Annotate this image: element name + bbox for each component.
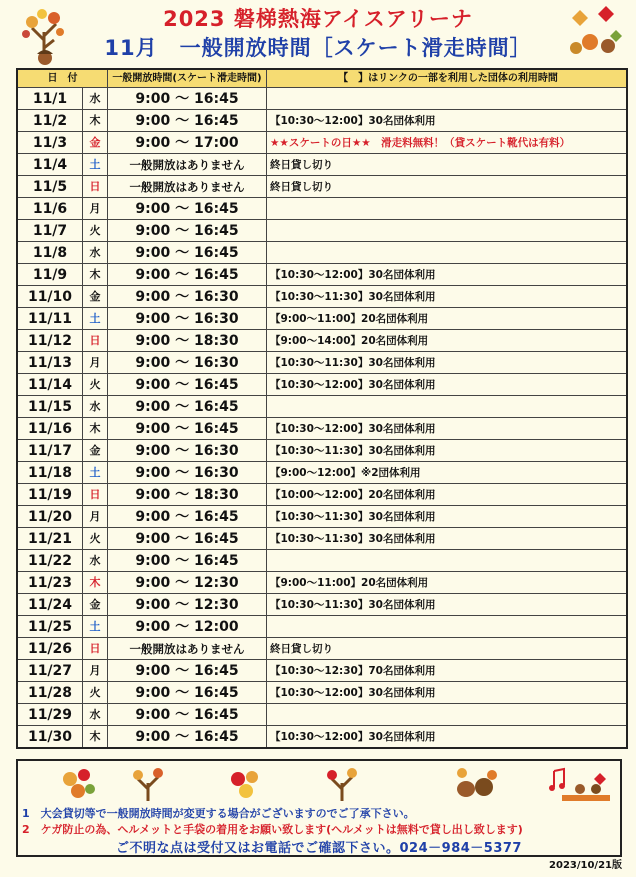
- table-row: [17, 198, 627, 220]
- row-group-note: [267, 550, 628, 572]
- row-day-of-week: 金: [83, 440, 108, 462]
- row-group-note: [267, 88, 628, 110]
- table-row: [17, 352, 627, 374]
- row-day-of-week: 月: [83, 506, 108, 528]
- row-date: 11/1: [17, 88, 83, 110]
- row-open-hours: 9:00 ～ 16:45: [108, 396, 267, 418]
- row-day-of-week: 日: [83, 330, 108, 352]
- notice-helmet-gloves: 2 ケガ防止の為、ヘルメットと手袋の着用をお願い致します(ヘルメットは無料で貸し出し致します): [22, 823, 523, 836]
- row-date: 11/22: [17, 550, 83, 572]
- row-date: 11/25: [17, 616, 83, 638]
- row-day-of-week: 土: [83, 462, 108, 484]
- row-day-of-week: 木: [83, 418, 108, 440]
- row-open-hours: 9:00 ～ 16:45: [108, 110, 267, 132]
- table-row: [17, 638, 627, 660]
- version-date: 2023/10/21版: [549, 860, 622, 871]
- row-date: 11/21: [17, 528, 83, 550]
- row-date: 11/12: [17, 330, 83, 352]
- row-date: 11/13: [17, 352, 83, 374]
- row-group-note: 【10:30～11:30】30名団体利用: [267, 440, 628, 462]
- row-group-note: 【10:30～11:30】30名団体利用: [267, 594, 628, 616]
- table-row: [17, 550, 627, 572]
- row-group-note: [267, 616, 628, 638]
- table-row: [17, 220, 627, 242]
- row-date: 11/5: [17, 176, 83, 198]
- row-date: 11/6: [17, 198, 83, 220]
- row-group-note: 【10:00～12:00】20名団体利用: [267, 484, 628, 506]
- row-date: 11/10: [17, 286, 83, 308]
- row-group-note: 【9:00～11:00】20名団体利用: [267, 308, 628, 330]
- row-day-of-week: 金: [83, 132, 108, 154]
- row-day-of-week: 水: [83, 550, 108, 572]
- row-group-note: 【10:30～11:30】30名団体利用: [267, 286, 628, 308]
- row-day-of-week: 日: [83, 638, 108, 660]
- row-open-hours: 9:00 ～ 16:30: [108, 286, 267, 308]
- row-date: 11/4: [17, 154, 83, 176]
- table-row: [17, 462, 627, 484]
- row-day-of-week: 日: [83, 484, 108, 506]
- autumn-leaves-icon: [224, 765, 266, 803]
- row-open-hours: 一般開放はありません: [108, 638, 267, 660]
- row-group-note: 【10:30～12:00】30名団体利用: [267, 110, 628, 132]
- row-open-hours: 一般開放はありません: [108, 176, 267, 198]
- row-group-note: 終日貸し切り: [267, 176, 628, 198]
- row-group-note: 【9:00～14:00】20名団体利用: [267, 330, 628, 352]
- autumn-leaves-icon: [58, 765, 100, 803]
- row-open-hours: 一般開放はありません: [108, 154, 267, 176]
- row-day-of-week: 火: [83, 528, 108, 550]
- table-row: [17, 264, 627, 286]
- row-date: 11/23: [17, 572, 83, 594]
- row-day-of-week: 日: [83, 176, 108, 198]
- row-day-of-week: 火: [83, 682, 108, 704]
- row-open-hours: 9:00 ～ 16:45: [108, 660, 267, 682]
- row-open-hours: 9:00 ～ 16:45: [108, 264, 267, 286]
- row-group-note: 【10:30～11:30】30名団体利用: [267, 506, 628, 528]
- row-date: 11/28: [17, 682, 83, 704]
- row-date: 11/24: [17, 594, 83, 616]
- row-group-note: 【9:00～12:00】※2団体利用: [267, 462, 628, 484]
- music-note-icon: [544, 765, 614, 805]
- time-column-header: 一般開放時間(スケート滑走時間): [108, 69, 267, 88]
- chestnut-icon: [452, 765, 502, 803]
- table-header-row: [17, 69, 627, 88]
- notice-schedule-change: 1 大会貸切等で一般開放時間が変更する場合がございますのでご了承下さい。: [22, 807, 415, 820]
- page-title: 2023 磐梯熱海アイスアリーナ: [163, 7, 473, 31]
- row-open-hours: 9:00 ～ 16:45: [108, 506, 267, 528]
- row-day-of-week: 木: [83, 572, 108, 594]
- row-open-hours: 9:00 ～ 16:45: [108, 726, 267, 749]
- table-row: [17, 396, 627, 418]
- schedule-table: [16, 68, 628, 749]
- row-day-of-week: 土: [83, 308, 108, 330]
- row-day-of-week: 木: [83, 110, 108, 132]
- row-open-hours: 9:00 ～ 12:30: [108, 572, 267, 594]
- row-day-of-week: 水: [83, 704, 108, 726]
- row-day-of-week: 月: [83, 352, 108, 374]
- row-group-note: 【10:30～11:30】30名団体利用: [267, 528, 628, 550]
- row-group-note: [267, 396, 628, 418]
- row-group-note: 【10:30～12:00】30名団体利用: [267, 264, 628, 286]
- row-group-note: [267, 198, 628, 220]
- row-day-of-week: 木: [83, 264, 108, 286]
- footer-box: [16, 759, 622, 857]
- row-date: 11/16: [17, 418, 83, 440]
- row-open-hours: 9:00 ～ 18:30: [108, 484, 267, 506]
- row-open-hours: 9:00 ～ 16:30: [108, 308, 267, 330]
- row-open-hours: 9:00 ～ 12:30: [108, 594, 267, 616]
- table-row: [17, 594, 627, 616]
- row-date: 11/20: [17, 506, 83, 528]
- autumn-tree-icon: [126, 765, 170, 803]
- row-date: 11/18: [17, 462, 83, 484]
- row-group-note: 【10:30～12:30】70名団体利用: [267, 660, 628, 682]
- row-date: 11/11: [17, 308, 83, 330]
- row-open-hours: 9:00 ～ 16:45: [108, 242, 267, 264]
- row-date: 11/3: [17, 132, 83, 154]
- row-open-hours: 9:00 ～ 16:45: [108, 88, 267, 110]
- page-subtitle: 11月 一般開放時間［スケート滑走時間］: [104, 36, 532, 60]
- table-row: [17, 176, 627, 198]
- row-group-note: [267, 220, 628, 242]
- table-row: [17, 506, 627, 528]
- row-open-hours: 9:00 ～ 16:30: [108, 462, 267, 484]
- row-date: 11/29: [17, 704, 83, 726]
- row-date: 11/30: [17, 726, 83, 749]
- row-group-note: 【10:30～12:00】30名団体利用: [267, 374, 628, 396]
- table-row: [17, 484, 627, 506]
- row-day-of-week: 水: [83, 242, 108, 264]
- table-row: [17, 88, 627, 110]
- row-open-hours: 9:00 ～ 16:45: [108, 704, 267, 726]
- table-row: [17, 704, 627, 726]
- row-day-of-week: 土: [83, 616, 108, 638]
- row-open-hours: 9:00 ～ 16:45: [108, 682, 267, 704]
- row-date: 11/26: [17, 638, 83, 660]
- row-group-note: 【10:30～11:30】30名団体利用: [267, 352, 628, 374]
- row-open-hours: 9:00 ～ 16:45: [108, 528, 267, 550]
- row-date: 11/14: [17, 374, 83, 396]
- table-row: [17, 418, 627, 440]
- contact-phone: ご不明な点は受付又はお電話でご確認下さい。024－984－5377: [116, 841, 522, 856]
- row-day-of-week: 火: [83, 220, 108, 242]
- table-row: [17, 726, 627, 749]
- row-day-of-week: 木: [83, 726, 108, 749]
- row-day-of-week: 金: [83, 286, 108, 308]
- row-date: 11/8: [17, 242, 83, 264]
- table-row: [17, 682, 627, 704]
- row-open-hours: 9:00 ～ 16:45: [108, 374, 267, 396]
- table-row: [17, 154, 627, 176]
- row-open-hours: 9:00 ～ 16:45: [108, 418, 267, 440]
- row-open-hours: 9:00 ～ 18:30: [108, 330, 267, 352]
- row-open-hours: 9:00 ～ 12:00: [108, 616, 267, 638]
- row-day-of-week: 水: [83, 88, 108, 110]
- row-date: 11/7: [17, 220, 83, 242]
- row-date: 11/19: [17, 484, 83, 506]
- row-day-of-week: 月: [83, 660, 108, 682]
- row-open-hours: 9:00 ～ 16:30: [108, 352, 267, 374]
- table-row: [17, 528, 627, 550]
- table-row: [17, 242, 627, 264]
- table-row: [17, 286, 627, 308]
- table-row: [17, 308, 627, 330]
- table-row: [17, 440, 627, 462]
- row-group-note: [267, 242, 628, 264]
- row-open-hours: 9:00 ～ 16:45: [108, 550, 267, 572]
- row-open-hours: 9:00 ～ 16:45: [108, 220, 267, 242]
- row-date: 11/27: [17, 660, 83, 682]
- table-row: [17, 660, 627, 682]
- table-row: [17, 572, 627, 594]
- row-day-of-week: 金: [83, 594, 108, 616]
- row-day-of-week: 土: [83, 154, 108, 176]
- schedule-rows: [17, 88, 627, 749]
- row-open-hours: 9:00 ～ 16:30: [108, 440, 267, 462]
- row-day-of-week: 月: [83, 198, 108, 220]
- row-group-note: [267, 704, 628, 726]
- row-day-of-week: 火: [83, 374, 108, 396]
- row-group-note: 終日貸し切り: [267, 638, 628, 660]
- row-group-note: 【9:00～11:00】20名団体利用: [267, 572, 628, 594]
- row-date: 11/15: [17, 396, 83, 418]
- row-open-hours: 9:00 ～ 17:00: [108, 132, 267, 154]
- row-date: 11/2: [17, 110, 83, 132]
- row-group-note: 【10:30～12:00】30名団体利用: [267, 726, 628, 749]
- table-row: [17, 374, 627, 396]
- row-group-note: 【10:30～12:00】30名団体利用: [267, 418, 628, 440]
- date-column-header: 日 付: [17, 69, 108, 88]
- row-group-note: 【10:30～12:00】30名団体利用: [267, 682, 628, 704]
- autumn-tree-icon: [320, 765, 364, 803]
- note-column-header: 【 】はリンクの一部を利用した団体の利用時間: [267, 69, 628, 88]
- row-date: 11/17: [17, 440, 83, 462]
- row-day-of-week: 水: [83, 396, 108, 418]
- row-group-note: 終日貸し切り: [267, 154, 628, 176]
- row-group-note: ★★スケートの日★★ 滑走料無料！（貸スケート靴代は有料）: [267, 132, 628, 154]
- row-open-hours: 9:00 ～ 16:45: [108, 198, 267, 220]
- table-row: [17, 132, 627, 154]
- table-row: [17, 616, 627, 638]
- row-date: 11/9: [17, 264, 83, 286]
- table-row: [17, 330, 627, 352]
- table-row: [17, 110, 627, 132]
